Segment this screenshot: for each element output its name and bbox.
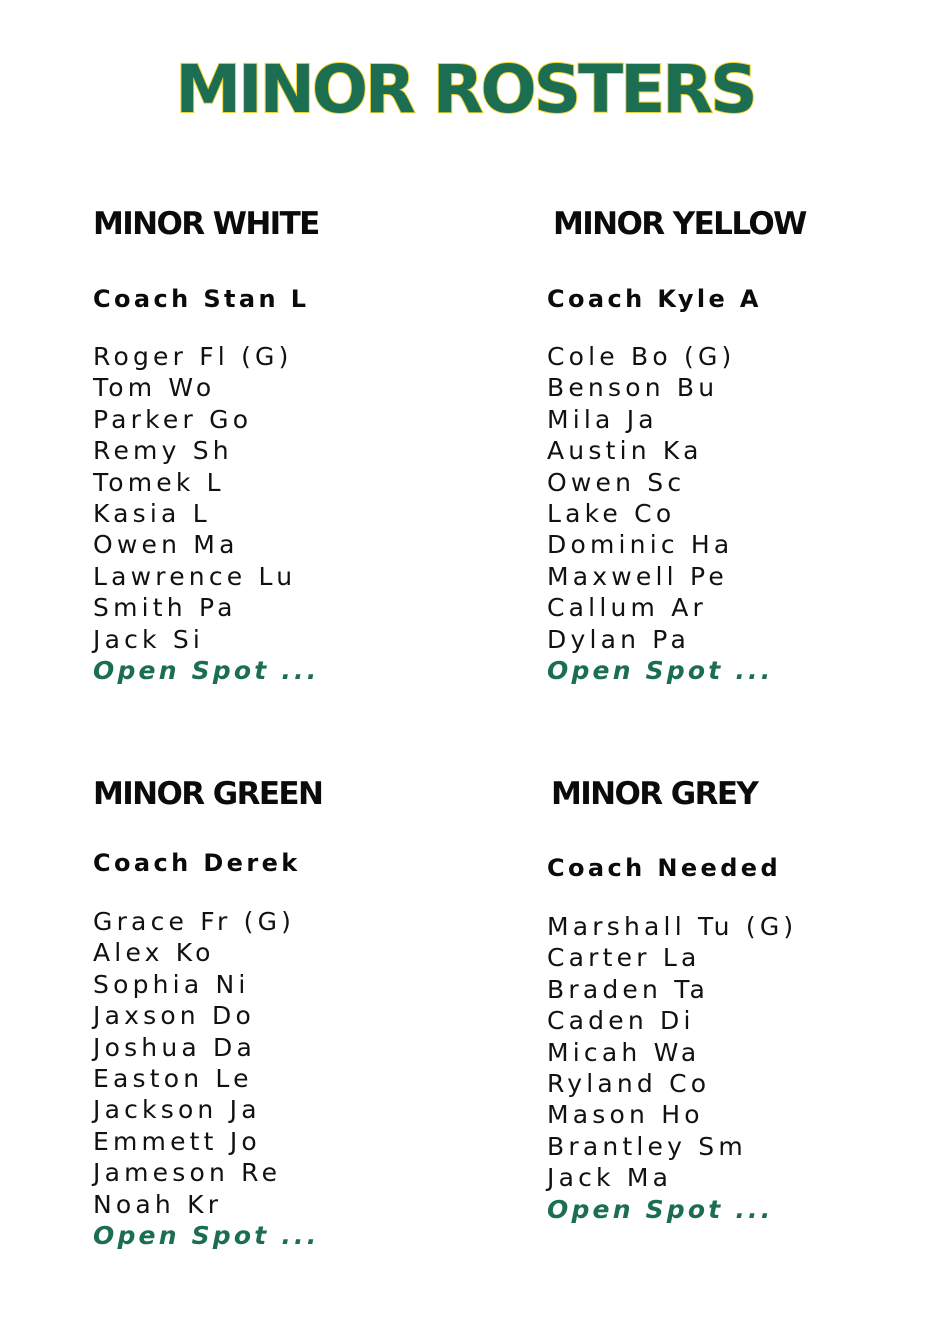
coach-name: Coach Needed	[547, 854, 782, 882]
player-item: Ryland Co	[547, 1068, 711, 1098]
player-list	[547, 341, 736, 655]
player-item: Alex Ko	[93, 938, 215, 968]
player-item: Carter La	[547, 943, 701, 973]
player-item: Kasia L	[93, 498, 211, 528]
player-item: Mila Ja	[547, 404, 658, 434]
player-item: Brantley Sm	[547, 1131, 747, 1161]
player-list	[93, 906, 295, 1220]
player-item: Jack Ma	[547, 1163, 673, 1193]
player-item: Easton Le	[93, 1063, 253, 1093]
coach-name: Coach Stan L	[93, 285, 310, 313]
team-name: MINOR YELLOW	[553, 206, 806, 242]
player-item: Joshua Da	[93, 1032, 257, 1062]
player-item: Caden Di	[547, 1006, 695, 1036]
player-item: Marshall Tu (G)	[547, 912, 798, 941]
player-item: Jack Si	[93, 624, 205, 654]
player-item: Austin Ka	[547, 436, 703, 466]
open-spot: Open Spot ...	[93, 656, 320, 685]
player-item: Dylan Pa	[547, 624, 690, 654]
player-item: Owen Sc	[547, 467, 686, 497]
player-item: Grace Fr (G)	[93, 907, 296, 936]
player-item: Parker Go	[93, 404, 253, 434]
player-item: Jackson Ja	[93, 1095, 261, 1125]
player-item: Dominic Ha	[547, 530, 734, 560]
player-item: Lake Co	[547, 498, 676, 528]
team-name: MINOR WHITE	[93, 206, 319, 242]
team-name: MINOR GREEN	[93, 776, 323, 812]
player-item: Sophia Ni	[93, 969, 250, 999]
player-item: Emmett Jo	[93, 1126, 261, 1156]
player-list	[93, 341, 296, 655]
player-item: Noah Kr	[93, 1189, 223, 1219]
coach-name: Coach Kyle A	[547, 285, 762, 313]
player-item: Roger Fl (G)	[93, 342, 293, 371]
player-item: Tom Wo	[93, 373, 216, 403]
team-minor-green	[93, 774, 473, 1264]
player-item: Remy Sh	[93, 436, 233, 466]
player-item: Jaxson Do	[93, 1001, 255, 1031]
player-item: Callum Ar	[547, 593, 707, 623]
page-title: MINOR ROSTERS	[175, 51, 755, 128]
player-item: Mason Ho	[547, 1100, 704, 1130]
open-spot: Open Spot ...	[93, 1221, 320, 1250]
player-item: Maxwell Pe	[547, 561, 728, 591]
team-minor-grey	[547, 774, 927, 1244]
player-item: Jameson Re	[93, 1158, 282, 1188]
team-name: MINOR GREY	[551, 776, 758, 812]
team-minor-white	[93, 204, 473, 694]
player-item: Cole Bo (G)	[547, 342, 736, 371]
player-item: Braden Ta	[547, 974, 710, 1004]
player-item: Benson Bu	[547, 373, 719, 403]
player-item: Smith Pa	[93, 593, 237, 623]
player-item: Micah Wa	[547, 1037, 701, 1067]
player-list	[547, 911, 797, 1194]
open-spot: Open Spot ...	[547, 656, 774, 685]
player-item: Lawrence Lu	[93, 561, 297, 591]
player-item: Tomek L	[93, 467, 225, 497]
team-minor-yellow	[547, 204, 927, 694]
open-spot: Open Spot ...	[547, 1195, 774, 1224]
player-item: Owen Ma	[93, 530, 239, 560]
coach-name: Coach Derek	[93, 849, 301, 877]
